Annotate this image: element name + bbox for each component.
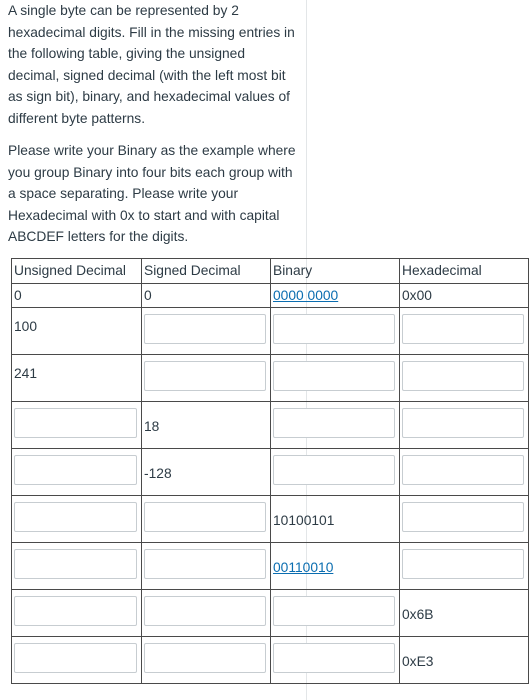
header-signed-decimal: Signed Decimal (142, 259, 271, 284)
cell-binary (271, 590, 400, 637)
signed-decimal-input[interactable] (144, 643, 266, 673)
example-row (12, 284, 529, 308)
cell-binary (271, 449, 400, 496)
example-binary-link[interactable]: 0000 0000 (273, 288, 339, 303)
given-value: 100 (14, 319, 38, 334)
signed-decimal-input[interactable] (144, 502, 266, 532)
hexadecimal-input[interactable] (402, 502, 524, 532)
given-value: -128 (144, 466, 172, 481)
example-binary[interactable] (271, 284, 400, 308)
cell-hex (400, 449, 529, 496)
given-value: 10100101 (273, 513, 335, 528)
table-row (12, 308, 529, 355)
instructions-paragraph-1: A single byte can be represented by 2 hexadecimal digits. Fill in the missing entries in the following table, giving the unsigned decimal, signed decimal (with the left most bit as sign bit), binary, and hexadecimal values of different byte patterns. (8, 3, 295, 126)
cell-binary (271, 637, 400, 684)
cell-hex (400, 637, 529, 684)
cell-unsigned (12, 543, 142, 590)
hexadecimal-input[interactable] (402, 314, 524, 344)
cell-hex (400, 590, 529, 637)
cell-binary (271, 496, 400, 543)
given-value: 0xE3 (402, 654, 434, 669)
question-text (8, 0, 298, 248)
cell-signed (142, 590, 271, 637)
binary-input[interactable] (273, 455, 395, 485)
cell-hex (400, 496, 529, 543)
unsigned-decimal-input[interactable] (14, 549, 137, 579)
cell-binary (271, 402, 400, 449)
table-row (12, 496, 529, 543)
cell-hex (400, 355, 529, 402)
binary-input[interactable] (273, 408, 395, 438)
hexadecimal-input[interactable] (402, 549, 524, 579)
binary-input[interactable] (273, 314, 395, 344)
signed-decimal-input[interactable] (144, 596, 266, 626)
cell-signed (142, 355, 271, 402)
unsigned-decimal-input[interactable] (14, 502, 137, 532)
unsigned-decimal-input[interactable] (14, 643, 137, 673)
instructions-paragraph-2: Please write your Binary as the example where you group Binary into four bits each group with a space separating. Please write your Hexadecimal with 0x to start and with capital ABCDEF letters for the digits. (8, 143, 296, 244)
header-hexadecimal: Hexadecimal (400, 259, 529, 284)
hexadecimal-input[interactable] (402, 455, 524, 485)
unsigned-decimal-input[interactable] (14, 596, 137, 626)
cell-binary (271, 355, 400, 402)
cell-unsigned (12, 590, 142, 637)
header-unsigned-decimal: Unsigned Decimal (12, 259, 142, 284)
cell-signed (142, 496, 271, 543)
cell-unsigned (12, 355, 142, 402)
cell-hex (400, 308, 529, 355)
unsigned-decimal-input[interactable] (14, 455, 137, 485)
hexadecimal-input[interactable] (402, 408, 524, 438)
example-hex: 0x00 (400, 284, 529, 308)
cell-signed (142, 402, 271, 449)
cell-unsigned (12, 496, 142, 543)
cell-binary (271, 543, 400, 590)
binary-input[interactable] (273, 596, 395, 626)
cell-unsigned (12, 308, 142, 355)
unsigned-decimal-input[interactable] (14, 408, 137, 438)
hexadecimal-input[interactable] (402, 361, 524, 391)
given-value: 0x6B (402, 607, 434, 622)
given-value: 241 (14, 366, 38, 381)
table-header-row (12, 259, 529, 284)
cell-binary (271, 308, 400, 355)
table-row (12, 590, 529, 637)
cell-signed (142, 449, 271, 496)
signed-decimal-input[interactable] (144, 314, 266, 344)
example-unsigned: 0 (12, 284, 142, 308)
header-binary: Binary (271, 259, 400, 284)
table-row (12, 543, 529, 590)
cell-signed (142, 543, 271, 590)
given-binary-link[interactable]: 00110010 (273, 560, 334, 575)
given-value: 18 (144, 419, 160, 434)
table-row (12, 449, 529, 496)
cell-unsigned (12, 402, 142, 449)
cell-unsigned (12, 637, 142, 684)
cell-hex (400, 543, 529, 590)
table-row (12, 637, 529, 684)
binary-input[interactable] (273, 643, 395, 673)
cell-unsigned (12, 449, 142, 496)
cell-signed (142, 637, 271, 684)
conversion-table (11, 258, 529, 684)
cell-hex (400, 402, 529, 449)
signed-decimal-input[interactable] (144, 361, 266, 391)
table-row (12, 355, 529, 402)
table-row (12, 402, 529, 449)
signed-decimal-input[interactable] (144, 549, 266, 579)
binary-input[interactable] (273, 361, 395, 391)
cell-signed (142, 308, 271, 355)
given-value-container (271, 543, 399, 577)
example-signed: 0 (142, 284, 271, 308)
